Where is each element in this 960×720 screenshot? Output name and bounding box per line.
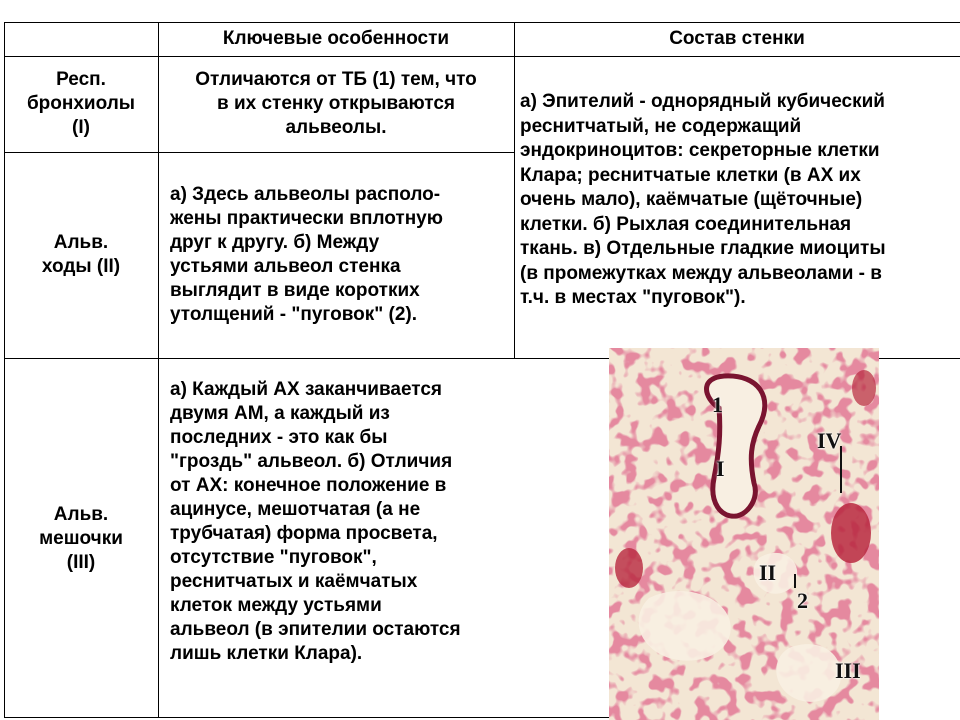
row-label-line: Альв. (53, 232, 109, 253)
row-label-line: мешочки (39, 528, 123, 549)
feature-line: выглядит в виде коротких (170, 280, 420, 301)
vessel-left (615, 548, 643, 588)
feature-line: трубчатая) форма просвета, (170, 523, 438, 544)
wall-line: эндокриноцитов: секреторные клетки (520, 140, 880, 161)
feature-line: в их стенку открываются (216, 93, 455, 114)
micrograph-label: II (759, 560, 777, 585)
table-border-row1 (4, 152, 514, 153)
feature-line: устьями альвеол стенка (170, 256, 401, 277)
feature-line: а) Каждый АХ заканчивается (170, 379, 443, 400)
wall-line: Клара; реснитчатые клетки (в АХ их (520, 164, 861, 186)
micrograph-label: III (835, 658, 861, 683)
feature-line: лишь клетки Клара). (170, 643, 363, 664)
row-label-line: ходы (II) (41, 256, 121, 277)
feature-line: "гроздь" альвеол. б) Отличия (170, 451, 453, 472)
feature-line: альвеол (в эпителии остаются (170, 619, 461, 640)
header-features (158, 22, 514, 56)
micrograph-label: I (716, 456, 725, 481)
vessel-right (831, 503, 871, 563)
table-border-left (4, 22, 5, 718)
lung-micrograph (609, 348, 879, 720)
table-border-bottom (4, 717, 609, 718)
feature-line: реснитчатых и каёмчатых (170, 571, 418, 592)
feature-line: от АХ: конечное положение в (170, 475, 447, 496)
row-label-line: (III) (66, 552, 96, 573)
feature-line: последних - это как бы (170, 427, 388, 448)
feature-alveolar-ducts (158, 152, 514, 358)
row-label-line: бронхиолы (26, 93, 136, 114)
wall-line: (в промежутках между альвеолами - в (520, 262, 882, 284)
micrograph-label: 1 (712, 392, 723, 417)
row-label-resp-bronchioles (4, 56, 158, 152)
header-wall (514, 22, 960, 56)
feature-line: утолщений - "пуговок" (2). (170, 304, 418, 325)
feature-resp-bronchioles (158, 56, 514, 152)
vessel-top (852, 370, 876, 406)
wall-line: очень мало), каёмчатые (щёточные) (520, 189, 863, 210)
header-wall-label: Состав стенки (669, 28, 805, 49)
row-label-alveolar-ducts (4, 152, 158, 358)
wall-line: ткань. в) Отдельные гладкие миоциты (520, 238, 886, 259)
table-border-header (4, 56, 960, 57)
feature-alveolar-sacs (158, 378, 514, 700)
wall-line: реснитчатый, не содержащий (520, 115, 802, 137)
table-border-top (4, 22, 960, 23)
row-label-line: Респ. (56, 69, 106, 90)
micrograph-label: 2 (797, 588, 808, 613)
header-features-label: Ключевые особенности (222, 28, 450, 49)
wall-composition (520, 90, 950, 311)
feature-line: двумя АМ, а каждый из (170, 403, 390, 424)
feature-line: а) Здесь альвеолы располо- (170, 184, 441, 205)
row-label-line: (I) (72, 117, 90, 138)
wall-line: т.ч. в местах "пуговок"). (520, 287, 746, 308)
feature-line: отсутствие "пуговок", (170, 547, 377, 568)
wall-line: клетки. б) Рыхлая соединительная (520, 213, 852, 235)
row-label-line: Альв. (53, 504, 109, 525)
row-label-alveolar-sacs (4, 358, 158, 720)
micrograph-label: IV (817, 428, 842, 453)
feature-line: друг к другу. б) Между (170, 232, 380, 253)
feature-line: клеток между устьями (170, 595, 382, 616)
feature-line: альвеолы. (285, 117, 387, 138)
feature-line: жены практически вплотную (170, 208, 443, 229)
table-col-2 (514, 22, 515, 358)
wall-line: а) Эпителий - однорядный кубический (520, 91, 885, 112)
feature-line: Отличаются от ТБ (1) тем, что (195, 69, 477, 90)
table-col-1 (158, 22, 159, 718)
feature-line: ацинусе, мешотчатая (а не (170, 499, 421, 520)
